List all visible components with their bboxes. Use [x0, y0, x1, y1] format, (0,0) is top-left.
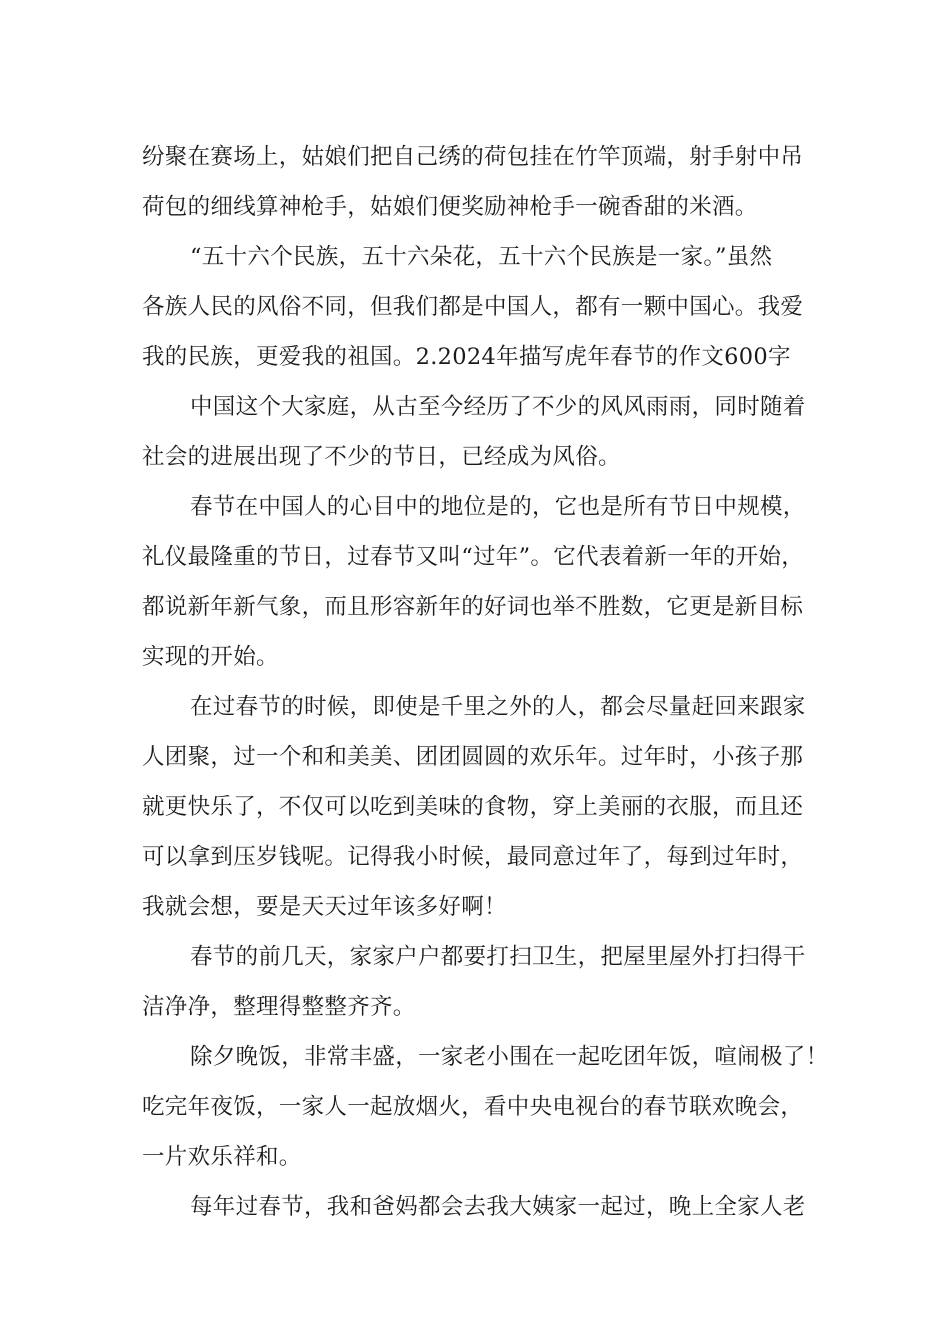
- document-body: [142, 132, 829, 1232]
- paragraph: [142, 682, 814, 932]
- text-line: 春节的前几天，家家户户都要打扫卫生，把屋里屋外打扫得干: [190, 944, 806, 970]
- paragraph: [142, 1182, 814, 1232]
- paragraph: [142, 482, 814, 682]
- text-line: “五十六个民族，五十六朵花，五十六个民族是一家。”虽然: [190, 244, 773, 270]
- paragraph: [142, 932, 814, 1032]
- text-line: 一片欢乐祥和。: [142, 1144, 302, 1170]
- text-line: 实现的开始。: [142, 644, 279, 670]
- text-line: 社会的进展出现了不少的节日，已经成为风俗。: [142, 444, 621, 470]
- paragraph: [142, 382, 814, 482]
- text-line: 每年过春节，我和爸妈都会去我大姨家一起过，晚上全家人老: [190, 1194, 806, 1220]
- text-line: 我的民族，更爱我的祖国。2.2024年描写虎年春节的作文600字: [142, 344, 791, 370]
- text-line: 礼仪最隆重的节日，过春节又叫“过年”。它代表着新一年的开始，: [142, 544, 805, 570]
- text-line: 吃完年夜饭，一家人一起放烟火，看中央电视台的春节联欢晚会，: [142, 1094, 804, 1120]
- text-line: 各族人民的风俗不同，但我们都是中国人，都有一颗中国心。我爱: [142, 294, 804, 320]
- paragraph: [142, 1032, 829, 1182]
- text-line: 洁净净，整理得整整齐齐。: [142, 994, 416, 1020]
- text-line: 春节在中国人的心目中的地位是的，它也是所有节日中规模，: [190, 494, 806, 520]
- text-line: 就更快乐了，不仅可以吃到美味的食物，穿上美丽的衣服，而且还: [142, 794, 804, 820]
- text-line: 纷聚在赛场上，姑娘们把自己绣的荷包挂在竹竿顶端，射手射中吊: [142, 144, 804, 170]
- text-line: 中国这个大家庭，从古至今经历了不少的风风雨雨，同时随着: [190, 394, 806, 420]
- text-line: 人团聚，过一个和和美美、团团圆圆的欢乐年。过年时，小孩子那: [142, 744, 804, 770]
- text-line: 荷包的细线算神枪手，姑娘们便奖励神枪手一碗香甜的米酒。: [142, 194, 758, 220]
- text-line: 我就会想，要是天天过年该多好啊！: [142, 894, 507, 920]
- text-line: 都说新年新气象，而且形容新年的好词也举不胜数，它更是新目标: [142, 594, 804, 620]
- text-line: 在过春节的时候，即使是千里之外的人，都会尽量赶回来跟家: [190, 694, 806, 720]
- paragraph: [142, 132, 814, 232]
- text-line: 可以拿到压岁钱呢。记得我小时候，最同意过年了，每到过年时，: [142, 844, 804, 870]
- text-line: 除夕晚饭，非常丰盛，一家老小围在一起吃团年饭，喧闹极了！: [190, 1044, 829, 1070]
- paragraph: [142, 232, 814, 382]
